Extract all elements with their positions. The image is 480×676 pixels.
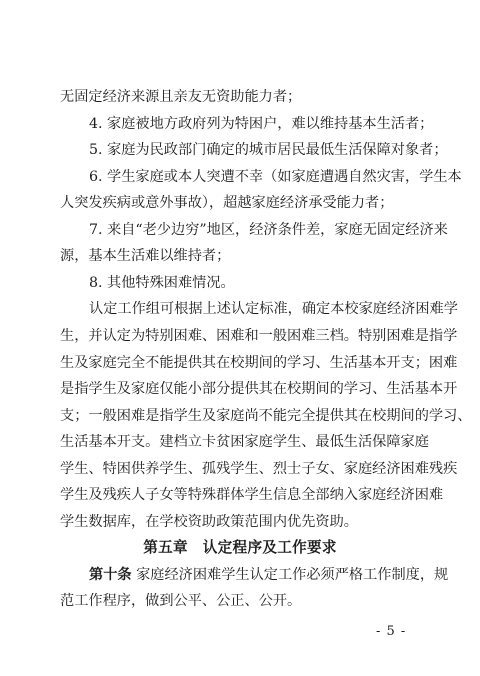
- paragraph-line: 生活基本开支。建档立卡贫困家庭学生、最低生活保障家庭: [60, 434, 429, 450]
- paragraph-line: 学生及残疾人子女等特殊群体学生信息全部纳入家庭经济困难: [60, 487, 444, 503]
- list-item-6-cont: 人突发疾病或意外事故），超越家庭经济承受能力者；: [60, 195, 394, 211]
- article-line-cont: 范工作程序，做到公平、公正、公开。: [60, 593, 302, 609]
- paragraph-line: 学生数据库，在学校资助政策范围内优先资助。: [60, 514, 358, 530]
- chapter-title: 第五章 认定程序及工作要求: [143, 539, 337, 556]
- list-item-7: 7. 来自“老少边穷”地区，经济条件差，家庭无固定经济来: [89, 222, 448, 238]
- paragraph-line: 学生、特困供养学生、孤残学生、烈士子女、家庭经济困难残疾: [60, 461, 458, 477]
- paragraph-line: 是指学生及家庭仅能小部分提供其在校期间的学习、生活基本开: [60, 381, 458, 397]
- article-label: 第十条: [89, 567, 132, 583]
- paragraph-line: 认定工作组可根据上述认定标准，确定本校家庭经济困难学: [89, 301, 458, 317]
- article-line: [89, 565, 449, 585]
- list-item-8: 8. 其他特殊困难情况。: [89, 275, 235, 291]
- list-item-4: 4. 家庭被地方政府列为特困户，难以维持基本生活者；: [89, 116, 434, 132]
- list-item-6: 6. 学生家庭或本人突遭不幸（如家庭遭遇自然灾害，学生本: [89, 169, 462, 185]
- paragraph-line: 支；一般困难是指学生及家庭尚不能完全提供其在校期间的学习、: [60, 408, 472, 424]
- paragraph-line: 生，并认定为特别困难、困难和一般困难三档。特别困难是指学: [60, 328, 458, 344]
- list-item-7-cont: 源，基本生活难以维持者；: [60, 248, 231, 264]
- article-text: 家庭经济困难学生认定工作必须严格工作制度，规: [131, 567, 449, 583]
- list-item-5: 5. 家庭为民政部门确定的城市居民最低生活保障对象者；: [89, 142, 448, 158]
- page-number: - 5 -: [376, 624, 407, 639]
- paragraph-line: 无固定经济来源且亲友无资助能力者；: [60, 89, 302, 105]
- paragraph-line: 生及家庭完全不能提供其在校期间的学习、生活基本开支；困难: [60, 355, 458, 371]
